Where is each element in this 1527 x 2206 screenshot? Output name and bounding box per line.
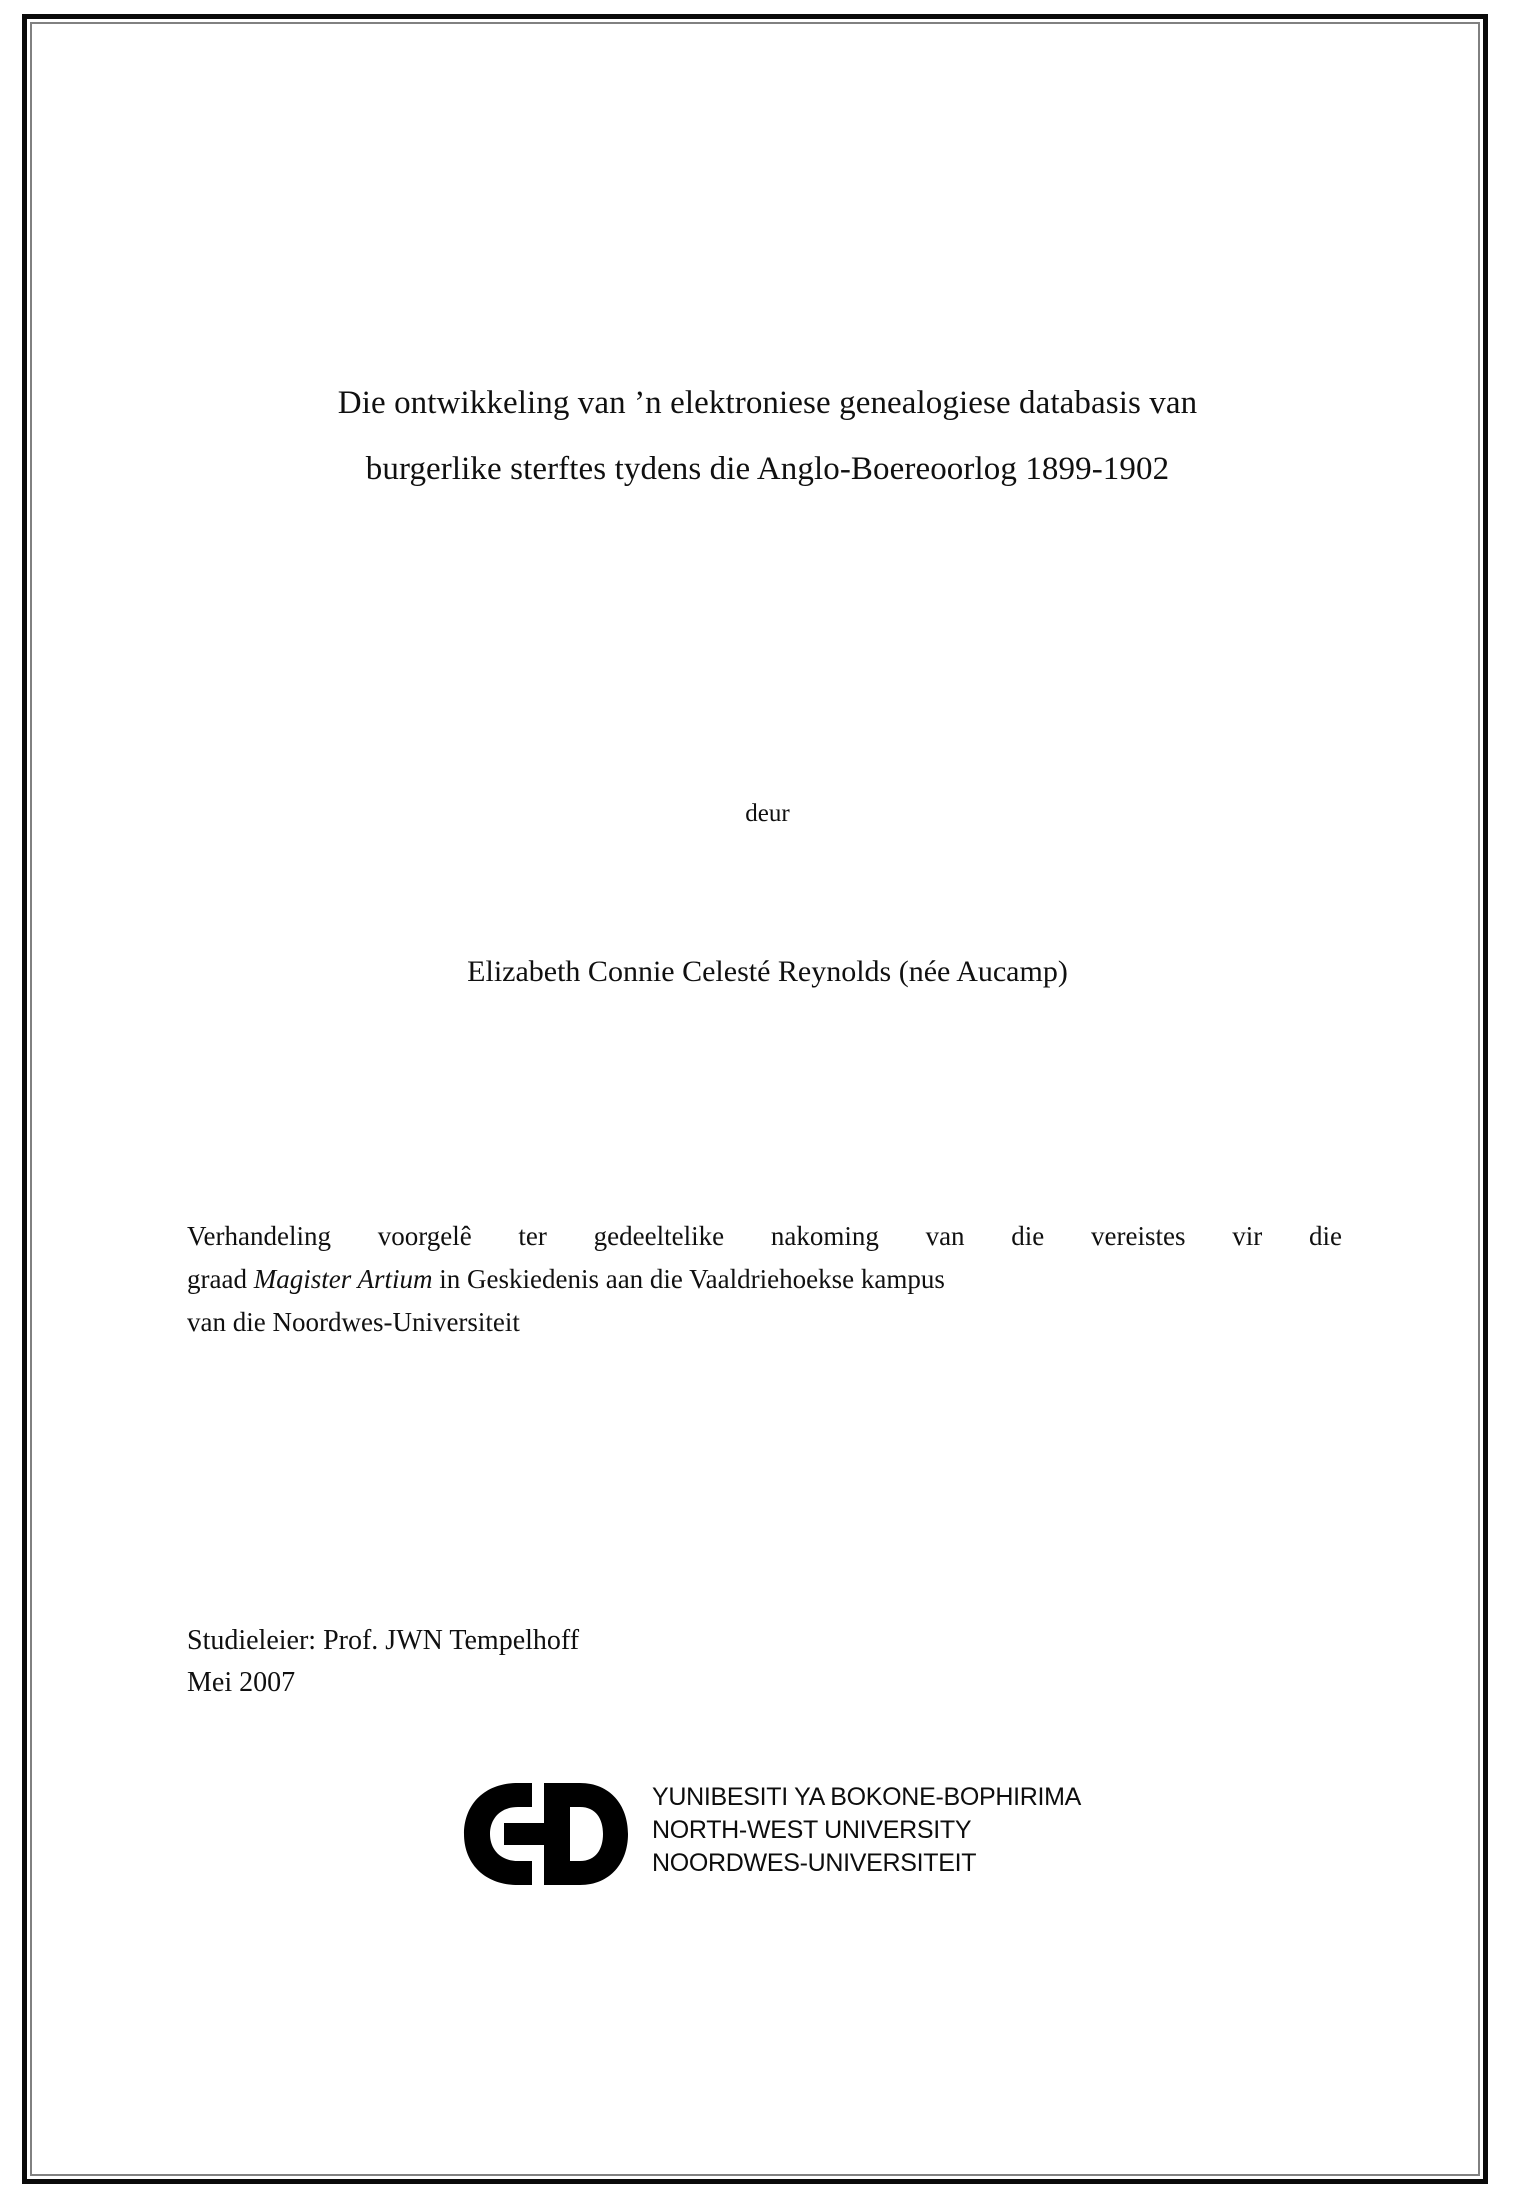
submission-date: Mei 2007	[187, 1667, 296, 1698]
nwu-logo-icon	[460, 1779, 635, 1889]
title-line-2: burgerlike sterftes tydens die Anglo-Boereoorlog 1899-1902	[365, 451, 1170, 487]
submission-line-1: Verhandeling voorgelê ter gedeeltelike nakoming van die vereistes vir die	[187, 1221, 1342, 1251]
logo-line-3: NOORDWES-UNIVERSITEIT	[652, 1849, 977, 1877]
logo-line-1: YUNIBESITI YA BOKONE-BOPHIRIMA	[652, 1783, 1082, 1811]
submission-line-2	[187, 1258, 1342, 1301]
author-name: Elizabeth Connie Celesté Reynolds (née Aucamp)	[467, 955, 1068, 988]
supervisor-block	[187, 1620, 1087, 1704]
by-label: deur	[745, 800, 790, 827]
title-line-1: Die ontwikkeling van ’n elektroniese genealogiese databasis van	[337, 385, 1198, 421]
logo-text	[652, 1781, 1081, 1880]
university-logo	[460, 1775, 1160, 1905]
submission-line-3: van die Noordwes-Universiteit	[187, 1307, 520, 1337]
page-content	[185, 0, 1350, 2206]
supervisor-name: Studieleier: Prof. JWN Tempelhoff	[187, 1625, 580, 1656]
submission-line-2-prefix: graad	[187, 1264, 254, 1294]
degree-name: Magister Artium	[253, 1264, 433, 1294]
submission-statement	[187, 1215, 1342, 1344]
logo-line-2: NORTH-WEST UNIVERSITY	[652, 1816, 972, 1844]
page-title	[185, 370, 1350, 502]
submission-line-2-suffix: in Geskiedenis aan die Vaaldriehoekse kampus	[432, 1264, 945, 1294]
